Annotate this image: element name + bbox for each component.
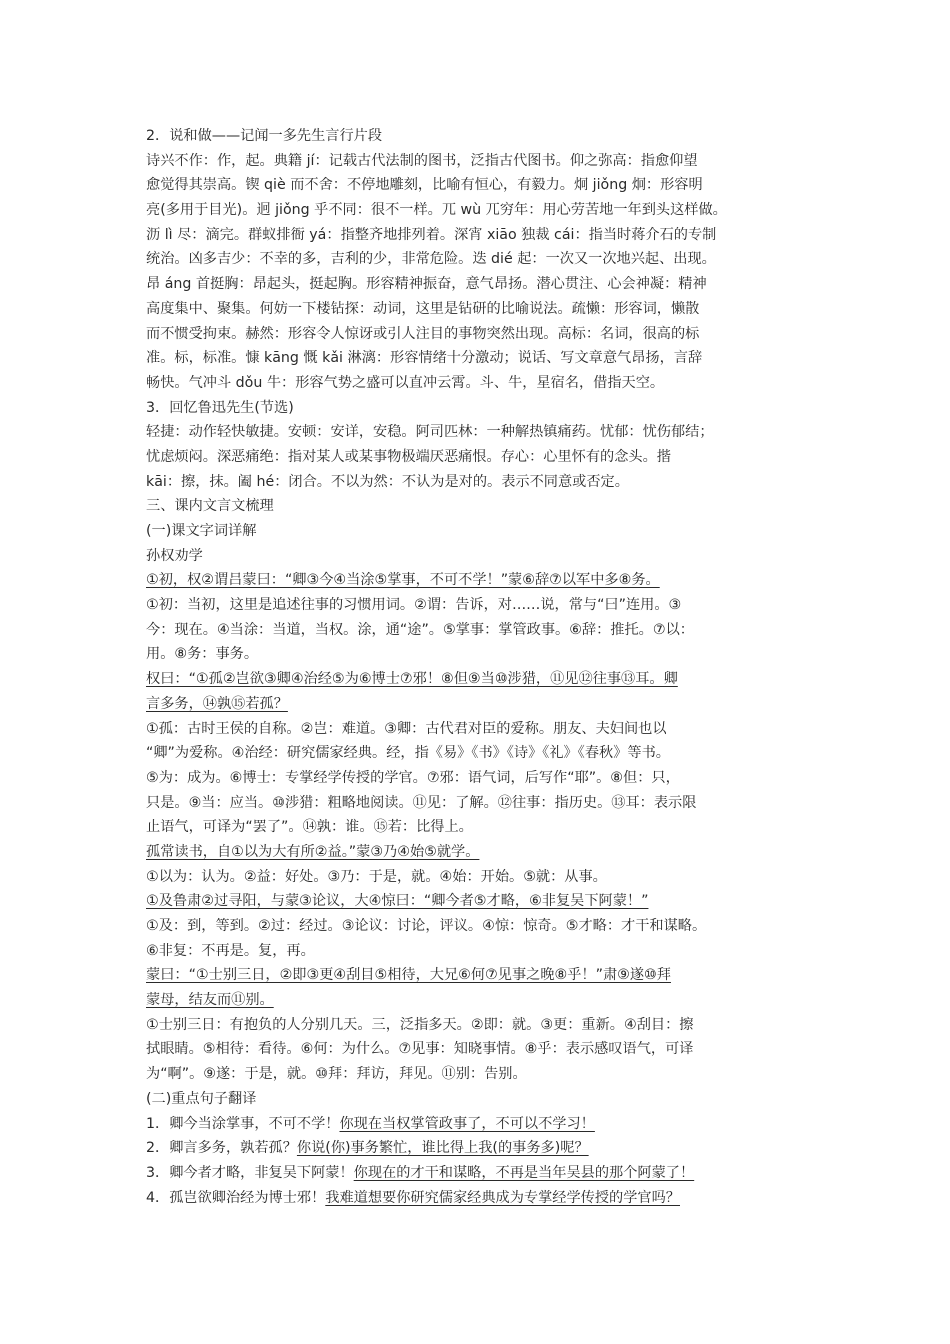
text-line — [146, 494, 822, 519]
text-line — [146, 568, 822, 593]
translation-answer: 你现在当权掌管政事了，不可以不学习！ — [339, 1115, 595, 1132]
text-line — [146, 297, 822, 322]
line-text: 忧虑烦闷。深恶痛绝：指对某人或某事物极端厌恶痛恨。存心：心里怀有的念头。揩 — [146, 448, 671, 465]
translation-answer: 你说(你)事务繁忙，谁比得上我(的事务多)呢？ — [296, 1140, 589, 1157]
line-text: 昂 áng 首挺胸：昂起头，挺起胸。形容精神振奋，意气昂扬。潜心贯注、心会神凝：精神 — [146, 276, 707, 293]
translation-list — [146, 1112, 822, 1211]
line-text: 3．回忆鲁迅先生(节选) — [146, 399, 294, 416]
line-text: ①初：当初，这里是追述往事的习惯用词。②谓：告诉，对……说，常与“曰”连用。③ — [146, 597, 682, 614]
text-line — [146, 396, 822, 421]
line-text: 轻捷：动作轻快敏捷。安顿：安详，安稳。阿司匹林：一种解热镇痛药。忧郁：忧伤郁结； — [146, 424, 714, 441]
underlined-original-text: ①及鲁肃②过寻阳，与蒙③论议，大④惊曰：“卿今者⑤才略，⑥非复吴下阿蒙！” — [146, 893, 649, 910]
translation-item — [146, 1161, 822, 1186]
underlined-original-text: 蒙母，结友而⑪别。 — [146, 992, 274, 1009]
text-line — [146, 445, 822, 470]
text-line — [146, 642, 822, 667]
line-text: 三、课内文言文梳理 — [146, 498, 274, 515]
line-text: ①孤：古时王侯的自称。②岂：难道。③卿：古代君对臣的爱称。朋友、夫妇间也以 — [146, 720, 667, 737]
text-line — [146, 593, 822, 618]
line-text: 止语气，可译为“罢了”。⑭孰：谁。⑮若：比得上。 — [146, 819, 473, 836]
line-text: kāi：擦，抹。阖 hé：闭合。不以为然：不认为是对的。表示不同意或否定。 — [146, 473, 629, 490]
translation-source: ．孤岂欲卿治经为博士邪！ — [155, 1189, 326, 1206]
line-text: 为“啊”。⑨遂：于是，就。⑩拜：拜访，拜见。⑪别：告别。 — [146, 1066, 527, 1083]
underlined-original-text: 权曰：“①孤②岂欲③卿④治经⑤为⑥博士⑦邪！⑧但⑨当⑩涉猎，⑪见⑫往事⑬耳。卿 — [146, 671, 678, 688]
underlined-original-text: 言多务，⑭孰⑮若孤？ — [146, 695, 288, 712]
line-text: 用。⑧务：事务。 — [146, 646, 259, 663]
line-text: (一)课文字词详解 — [146, 523, 257, 539]
text-line — [146, 124, 822, 149]
line-text: ⑤为：成为。⑥博士：专掌经学传授的学官。⑦邪：语气词，后写作“耶”。⑧但：只， — [146, 769, 680, 786]
text-line — [146, 618, 822, 643]
text-line — [146, 420, 822, 445]
text-line — [146, 791, 822, 816]
document-page — [146, 124, 822, 1210]
translation-number: 2 — [146, 1140, 156, 1157]
translation-source: ．卿今当涂掌事，不可不学！ — [155, 1115, 340, 1132]
line-text: 孙权劝学 — [146, 547, 203, 564]
translation-number: 1 — [146, 1115, 156, 1132]
text-line — [146, 667, 822, 692]
text-line — [146, 1013, 822, 1038]
text-line — [146, 173, 822, 198]
text-line — [146, 1087, 822, 1112]
text-line — [146, 470, 822, 495]
text-line — [146, 544, 822, 569]
line-text: ⑥非复：不再是。复，再。 — [146, 942, 315, 959]
line-text: 而不惯受拘束。赫然：形容令人惊讶或引人注目的事物突然出现。高标：名词，很高的标 — [146, 325, 700, 342]
line-text: 2．说和做——记闻一多先生言行片段 — [146, 128, 383, 144]
translation-item — [146, 1136, 822, 1161]
line-text: 沥 lì 尽：滴完。群蚁排衙 yá：指整齐地排列着。深宵 xiāo 独裁 cái：指当时蒋介石的专制 — [146, 226, 717, 243]
text-line — [146, 692, 822, 717]
line-text: 拭眼睛。⑤相待：看待。⑥何：为什么。⑦见事：知晓事情。⑧乎：表示感叹语气，可译 — [146, 1041, 694, 1058]
line-text: 高度集中、聚集。何妨一下楼钻探：动词，这里是钻研的比喻说法。疏懒：形容词，懒散 — [146, 300, 700, 317]
text-line — [146, 741, 822, 766]
translation-number: 4 — [146, 1189, 156, 1206]
underlined-original-text: 蒙曰：“①士别三日，②即③更④刮目⑤相待，大兄⑥何⑦见事之晚⑧乎！”肃⑨遂⑩拜 — [146, 967, 671, 984]
text-line — [146, 1062, 822, 1087]
text-line — [146, 322, 822, 347]
line-text: 只是。⑨当：应当。⑩涉猎：粗略地阅读。⑪见：了解。⑫往事：指历史。⑬耳：表示限 — [146, 794, 697, 811]
text-line — [146, 840, 822, 865]
translation-source: ．卿今者才略，非复吴下阿蒙！ — [155, 1164, 354, 1181]
line-text: 亮(多用于目光)。迥 jiǒng 乎不同：很不一样。兀 wù 兀穷年：用心劳苦地一年到头这样做。 — [146, 202, 727, 219]
text-line — [146, 988, 822, 1013]
document-body — [146, 124, 822, 1112]
text-line — [146, 198, 822, 223]
line-text: 统治。凶多吉少：不幸的多，吉利的少，非常危险。迭 dié 起：一次又一次地兴起、出现。 — [146, 251, 716, 268]
translation-item — [146, 1186, 822, 1211]
line-text: ①及：到，等到。②过：经过。③论议：讨论，评议。④惊：惊奇。⑤才略：才干和谋略。 — [146, 918, 707, 934]
text-line — [146, 346, 822, 371]
text-line — [146, 865, 822, 890]
translation-number: 3 — [146, 1164, 156, 1181]
line-text: 准。标，标准。慷 kāng 慨 kǎi 淋漓：形容情绪十分激动；说话、写文章意气昂扬，言辞 — [146, 350, 703, 367]
text-line — [146, 247, 822, 272]
text-line — [146, 223, 822, 248]
text-line — [146, 371, 822, 396]
translation-item — [146, 1112, 822, 1137]
text-line — [146, 963, 822, 988]
text-line — [146, 1037, 822, 1062]
line-text: 畅快。气冲斗 dǒu 牛：形容气势之盛可以直冲云霄。斗、牛，星宿名，借指天空。 — [146, 374, 665, 391]
translation-answer: 我难道想要你研究儒家经典成为专掌经学传授的学官吗？ — [325, 1189, 680, 1206]
line-text: 诗兴不作：作，起。典籍 jí：记载古代法制的图书，泛指古代图书。仰之弥高：指愈仰望 — [146, 152, 698, 169]
line-text: ①以为：认为。②益：好处。③乃：于是，就。④始：开始。⑤就：从事。 — [146, 868, 607, 885]
text-line — [146, 766, 822, 791]
line-text: (二)重点句子翻译 — [146, 1090, 257, 1107]
text-line — [146, 914, 822, 939]
line-text: “卿”为爱称。④治经：研究儒家经典。经，指《易》《书》《诗》《礼》《春秋》等书。 — [146, 745, 670, 762]
translation-source: ．卿言多务，孰若孤？ — [155, 1140, 297, 1157]
text-line — [146, 939, 822, 964]
text-line — [146, 889, 822, 914]
translation-answer: 你现在的才干和谋略，不再是当年吴县的那个阿蒙了！ — [353, 1164, 695, 1181]
text-line — [146, 519, 822, 544]
underlined-original-text: ①初，权②谓吕蒙曰：“卿③今④当涂⑤掌事，不可不学！”蒙⑥辞⑦以军中多⑧务。 — [146, 572, 660, 589]
line-text: 愈觉得其崇高。锲 qiè 而不舍：不停地雕刻，比喻有恒心，有毅力。炯 jiǒng 炯：形容明 — [146, 177, 703, 194]
text-line — [146, 717, 822, 742]
line-text: 今：现在。④当涂：当道，当权。涂，通“途”。⑤掌事：掌管政事。⑥辞：推托。⑦以： — [146, 621, 694, 638]
text-line — [146, 149, 822, 174]
text-line — [146, 815, 822, 840]
text-line — [146, 272, 822, 297]
underlined-original-text: 孤常读书，自①以为大有所②益。”蒙③乃④始⑤就学。 — [146, 843, 480, 860]
line-text: ①士别三日：有抱负的人分别几天。三，泛指多天。②即：就。③更：重新。④刮目：擦 — [146, 1016, 694, 1033]
